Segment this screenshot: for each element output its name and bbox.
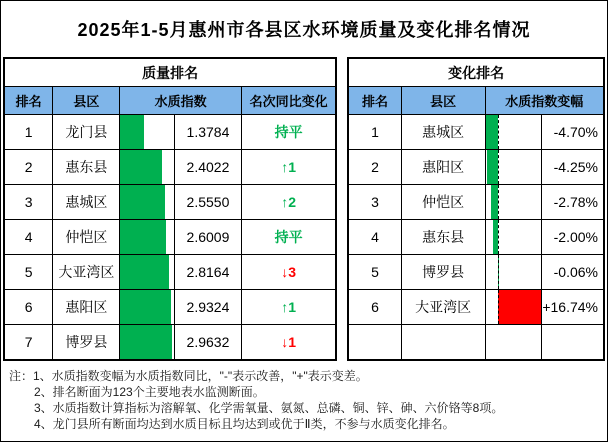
index-bar-cell	[120, 290, 175, 325]
quality-table-row	[4, 255, 336, 290]
change-table-row	[348, 255, 604, 290]
zero-axis-dashed-line	[498, 255, 499, 289]
index-value-cell: 2.8164	[175, 255, 242, 290]
index-data-bar	[120, 325, 172, 359]
rank-change-cell: ↓1	[241, 325, 336, 361]
zero-axis-dashed-line	[498, 220, 499, 254]
quality-district-cell: 惠阳区	[53, 290, 120, 325]
index-data-bar	[120, 115, 144, 149]
rank-change-cell: 持平	[241, 220, 336, 255]
change-header-district: 县区	[401, 87, 485, 115]
delta-data-bar	[491, 185, 498, 219]
quality-header-rank: 排名	[4, 87, 53, 115]
index-data-bar	[120, 255, 169, 289]
quality-table-row	[4, 185, 336, 220]
index-value-cell: 2.4022	[175, 150, 242, 185]
delta-value-cell: +16.74%	[542, 290, 604, 325]
empty-cell	[542, 325, 604, 361]
quality-district-cell: 博罗县	[53, 325, 120, 361]
quality-rank-cell: 1	[4, 115, 53, 150]
rank-change-cell: ↑1	[241, 290, 336, 325]
change-rank-cell: 1	[348, 115, 401, 150]
index-data-bar	[120, 185, 164, 219]
notes-block	[1, 361, 607, 432]
tables-row	[1, 57, 607, 361]
change-table-row	[348, 115, 604, 150]
quality-table-title: 质量排名	[4, 58, 336, 87]
change-table-row	[348, 150, 604, 185]
delta-bar-cell	[485, 220, 542, 255]
change-table-title: 变化排名	[348, 58, 604, 87]
change-table-row	[348, 290, 604, 325]
change-table-empty-row	[348, 325, 604, 361]
delta-bar-cell	[485, 150, 542, 185]
rank-change-cell: ↑1	[241, 150, 336, 185]
quality-table-title-row	[4, 58, 336, 87]
change-district-cell: 惠东县	[401, 220, 485, 255]
quality-district-cell: 惠城区	[53, 185, 120, 220]
zero-axis-dashed-line	[498, 150, 499, 184]
delta-bar-cell	[485, 185, 542, 220]
quality-district-cell: 大亚湾区	[53, 255, 120, 290]
quality-rank-cell: 7	[4, 325, 53, 361]
quality-rank-cell: 6	[4, 290, 53, 325]
quality-district-cell: 龙门县	[53, 115, 120, 150]
change-table-header-row	[348, 87, 604, 115]
delta-bar-cell	[485, 290, 542, 325]
change-district-cell: 仲恺区	[401, 185, 485, 220]
index-value-cell: 2.9632	[175, 325, 242, 361]
delta-value-cell: -2.78%	[542, 185, 604, 220]
zero-axis-dashed-line	[498, 185, 499, 219]
rank-change-cell: ↓3	[241, 255, 336, 290]
empty-cell	[485, 325, 542, 361]
change-rank-cell: 5	[348, 255, 401, 290]
note-line: 2、排名断面为123个主要地表水监测断面。	[34, 385, 265, 399]
change-district-cell: 惠阳区	[401, 150, 485, 185]
quality-table-row	[4, 115, 336, 150]
empty-cell	[348, 325, 401, 361]
change-table-row	[348, 185, 604, 220]
quality-table-header-row	[4, 87, 336, 115]
empty-cell	[401, 325, 485, 361]
delta-value-cell: -4.70%	[542, 115, 604, 150]
note-line: 4、龙门县所有断面均达到水质目标且均达到或优于Ⅱ类，不参与水质变化排名。	[34, 417, 455, 431]
delta-value-cell: -2.00%	[542, 220, 604, 255]
index-value-cell: 2.9324	[175, 290, 242, 325]
delta-bar-cell	[485, 255, 542, 290]
quality-district-cell: 仲恺区	[53, 220, 120, 255]
quality-district-cell: 惠东县	[53, 150, 120, 185]
change-rank-cell: 2	[348, 150, 401, 185]
change-rank-cell: 4	[348, 220, 401, 255]
index-bar-cell	[120, 150, 175, 185]
index-bar-cell	[120, 325, 175, 361]
index-value-cell: 2.5550	[175, 185, 242, 220]
change-rank-cell: 3	[348, 185, 401, 220]
index-data-bar	[120, 290, 171, 324]
rank-change-cell: 持平	[241, 115, 336, 150]
rank-change-cell: ↑2	[241, 185, 336, 220]
quality-table-row	[4, 325, 336, 361]
quality-table-body	[4, 115, 336, 361]
quality-header-change: 名次同比变化	[241, 87, 336, 115]
zero-axis-dashed-line	[498, 115, 499, 149]
change-header-delta: 水质指数变幅	[485, 87, 604, 115]
quality-ranking-table	[3, 57, 337, 361]
quality-rank-cell: 2	[4, 150, 53, 185]
change-rank-cell: 6	[348, 290, 401, 325]
delta-data-bar	[487, 150, 498, 184]
change-district-cell: 大亚湾区	[401, 290, 485, 325]
change-table-body	[348, 115, 604, 361]
index-bar-cell	[120, 220, 175, 255]
change-ranking-table	[347, 57, 605, 361]
index-value-cell: 2.6009	[175, 220, 242, 255]
quality-table-row	[4, 150, 336, 185]
quality-rank-cell: 3	[4, 185, 53, 220]
quality-table-row	[4, 220, 336, 255]
quality-rank-cell: 4	[4, 220, 53, 255]
index-value-cell: 1.3784	[175, 115, 242, 150]
change-district-cell: 博罗县	[401, 255, 485, 290]
index-data-bar	[120, 220, 165, 254]
note-line: 注：1、水质指数变幅为水质指数同比，"-"表示改善，"+"表示变差。	[9, 369, 368, 383]
change-district-cell: 惠城区	[401, 115, 485, 150]
quality-rank-cell: 5	[4, 255, 53, 290]
change-header-rank: 排名	[348, 87, 401, 115]
note-line: 3、水质指数计算指标为溶解氧、化学需氧量、氨氮、总磷、铜、锌、砷、六价铬等8项。	[34, 401, 504, 415]
change-table-row	[348, 220, 604, 255]
quality-table-row	[4, 290, 336, 325]
index-bar-cell	[120, 255, 175, 290]
delta-data-bar	[498, 290, 542, 324]
index-data-bar	[120, 150, 162, 184]
quality-header-index: 水质指数	[120, 87, 242, 115]
delta-value-cell: -4.25%	[542, 150, 604, 185]
page-title: 2025年1-5月惠州市各县区水环境质量及变化排名情况	[77, 20, 531, 40]
index-bar-cell	[120, 115, 175, 150]
delta-bar-cell	[485, 115, 542, 150]
change-table-title-row	[348, 58, 604, 87]
delta-value-cell: -0.06%	[542, 255, 604, 290]
zero-axis-dashed-line	[498, 290, 499, 324]
quality-header-district: 县区	[53, 87, 120, 115]
index-bar-cell	[120, 185, 175, 220]
delta-data-bar	[486, 115, 498, 149]
